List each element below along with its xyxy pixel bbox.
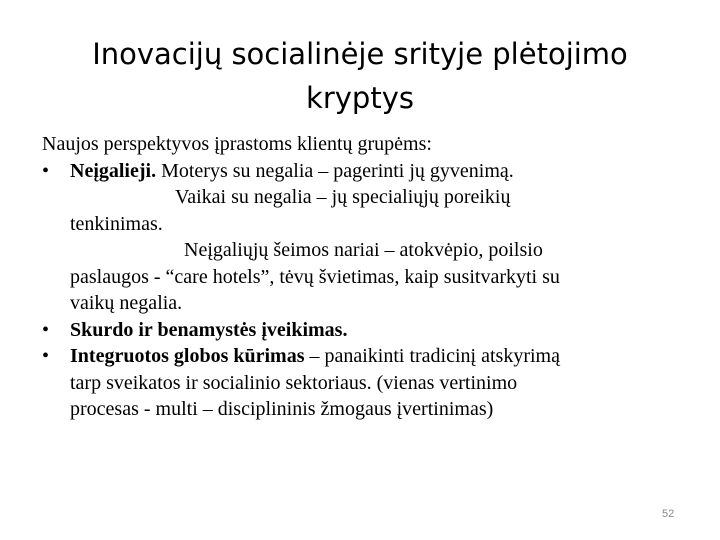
title-line-1: Inovacijų socialinėje srityje plėtojimo bbox=[92, 37, 628, 71]
bullet-1-text: Moterys su negalia – pagerinti jų gyvenimą. bbox=[156, 159, 514, 182]
title-line-2: kryptys bbox=[306, 81, 414, 115]
bullet-3-heading: Integruotos globos kūrimas bbox=[70, 345, 305, 367]
bullet-2-heading: Skurdo ir benamystės įveikimas. bbox=[70, 318, 348, 341]
bullet-item-poverty bbox=[42, 317, 682, 344]
bullet-1-line-4: Neįgaliųjų šeimos nariai – atokvėpio, poilsio bbox=[184, 239, 543, 261]
bullet-1-line-6: vaikų negalia. bbox=[70, 292, 183, 314]
bullet-1-line-3: tenkinimas. bbox=[70, 212, 163, 235]
slide-body bbox=[42, 131, 682, 423]
bullet-item-integrated-care bbox=[42, 343, 682, 370]
bullet-item-disabled bbox=[42, 158, 682, 185]
slide-title bbox=[60, 32, 660, 120]
intro-text: Naujos perspektyvos įprastoms klientų grupėms: bbox=[42, 133, 432, 155]
bullet-1-line-2: Vaikai su negalia – jų specialiųjų poreikių bbox=[175, 186, 511, 208]
bullet-icon: • bbox=[42, 159, 50, 182]
bullet-icon: • bbox=[42, 345, 50, 367]
bullet-3-text: – panaikinti tradicinį atskyrimą bbox=[304, 345, 560, 367]
bullet-3-line-2: tarp sveikatos ir socialinio sektoriaus. (vienas vertinimo bbox=[70, 371, 518, 394]
page-number: 52 bbox=[662, 508, 675, 520]
bullet-icon: • bbox=[42, 318, 50, 341]
bullet-1-line-5: paslaugos - “care hotels”, tėvų švietimas, kaip susitvarkyti su bbox=[70, 265, 560, 288]
bullet-1-heading: Neįgalieji. bbox=[70, 159, 157, 182]
bullet-3-line-3: procesas - multi – disciplininis žmogaus įvertinimas) bbox=[70, 398, 494, 420]
